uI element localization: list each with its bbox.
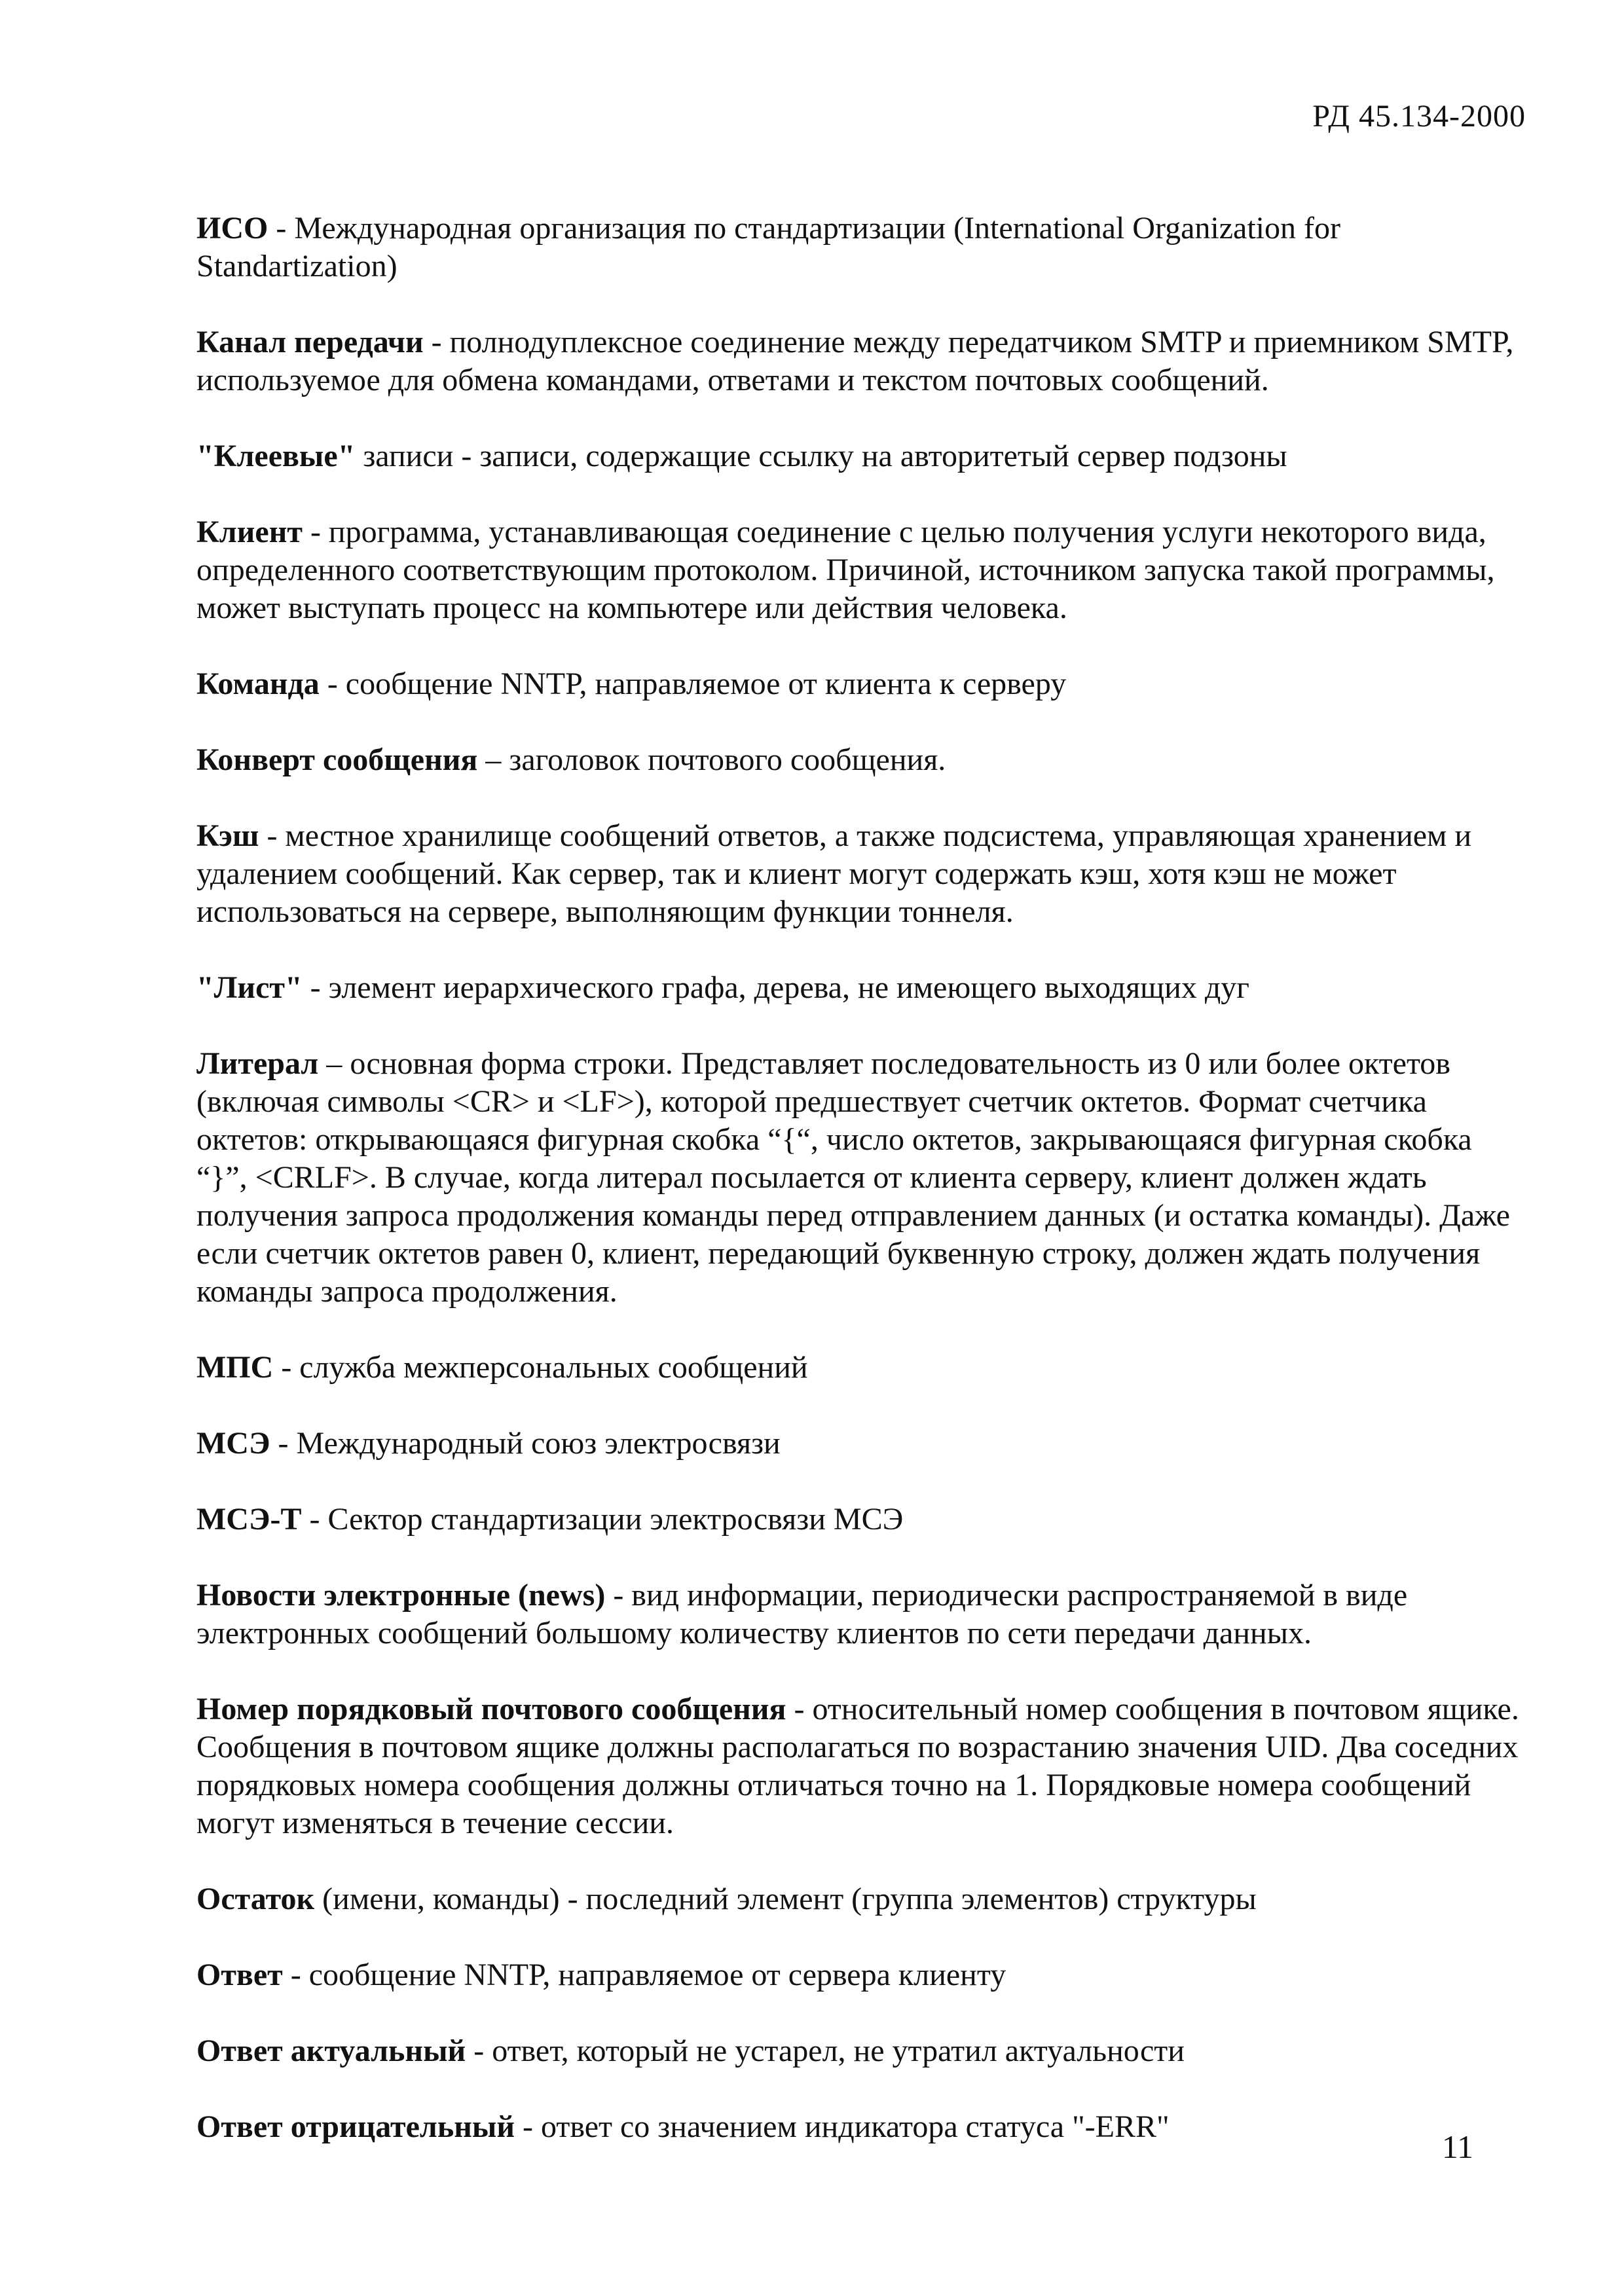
- term-entry: Ответ отрицательный - ответ со значением индикатора статуса "-ERR": [196, 2109, 1170, 2144]
- term-entry: ИСО - Международная организация по стандартизации (International Organization for Standartization): [196, 211, 1340, 283]
- term-entry: Команда - сообщение NNTP, направляемое от клиента к серверу: [196, 666, 1067, 701]
- term-definition: программа, устанавливающая соединение с целью получения услуги некоторого вида, определенного соответствующим протоколом. Причиной, источником запуска такой программы, может выступать процесс на компьютере или действия человека.: [196, 515, 1495, 625]
- term-definition: основная форма строки. Представляет последовательность из 0 или более октетов (включая символы <CR> и <LF>), которой предшествует счетчик октетов. Формат счетчика октетов: открывающаяся фигурная скобка “{“, число октетов, закрывающаяся фигурная скобка “}”, <CRLF>. В случае, когда литерал посылается от клиента серверу, клиент должен ждать получения запроса продолжения команды перед отправлением данных (и остатка команды). Даже если счетчик октетов равен 0, клиент, передающий буквенную строку, должен ждать получения команды запроса продолжения.: [196, 1046, 1510, 1309]
- term-entry: [196, 437, 1519, 475]
- term-definition: заголовок почтового сообщения.: [509, 742, 946, 777]
- term-entry: Ответ - сообщение NNTP, направляемое от сервера клиенту: [196, 1958, 1006, 1992]
- terms-list: [196, 210, 1519, 2184]
- term-definition: ответ со значением индикатора статуса "-ERR": [540, 2109, 1170, 2144]
- term-entry: Клиент - программа, устанавливающая соединение с целью получения услуги некоторого вида, определенного соответствующим протоколом. Причиной, источником запуска такой программы, может выступать процесс на компьютере или действия человека.: [196, 515, 1495, 625]
- term-name: Ответ актуальный: [196, 2033, 466, 2068]
- term-definition: служба межперсональных сообщений: [299, 1350, 808, 1385]
- term-entry: Ответ актуальный - ответ, который не устарел, не утратил актуальности: [196, 2033, 1185, 2068]
- term-name: Конверт сообщения: [196, 742, 478, 777]
- term-name: "Лист": [196, 970, 303, 1005]
- term-name: Команда: [196, 666, 320, 701]
- term-definition: ответ, который не устарел, не утратил актуальности: [492, 2033, 1185, 2068]
- term-definition: вид информации, периодически распространяемой в виде электронных сообщений большому количеству клиентов по сети передачи данных.: [196, 1578, 1408, 1650]
- term-name: МСЭ-Т: [196, 1502, 302, 1537]
- term-definition: сообщение NNTP, направляемое от клиента к серверу: [345, 666, 1067, 701]
- term-name: Новости электронные (news): [196, 1578, 606, 1613]
- term-entry: "Лист" - элемент иерархического графа, дерева, не имеющего выходящих дуг: [196, 970, 1249, 1005]
- term-name: Кэш: [196, 818, 259, 853]
- term-definition: Международный союз электросвязи: [296, 1426, 781, 1461]
- term-name: ИСО: [196, 211, 268, 246]
- term-definition: сообщение NNTP, направляемое от сервера клиенту: [308, 1958, 1006, 1992]
- term-definition: элемент иерархического графа, дерева, не имеющего выходящих дуг: [328, 970, 1249, 1005]
- term-entry: Кэш - местное хранилище сообщений ответов, а также подсистема, управляющая хранением и удалением сообщений. Как сервер, так и клиент могут содержать кэш, хотя кэш не может использоваться на сервере, выполняющим функции тоннеля.: [196, 818, 1472, 929]
- term-definition: относительный номер сообщения в почтовом ящике. Сообщения в почтовом ящике должны располагаться по возрастанию значения UID. Два соседних порядковых номера сообщения должны отличаться точно на 1. Порядковые номера сообщений могут изменяться в течение сессии.: [196, 1692, 1519, 1840]
- term-name: Ответ отрицательный: [196, 2109, 515, 2144]
- document-code: РД 45.134-2000: [1312, 99, 1526, 134]
- term-entry: МПС - служба межперсональных сообщений: [196, 1350, 808, 1385]
- term-name: МПС: [196, 1350, 274, 1385]
- term-name: Ответ: [196, 1958, 283, 1992]
- term-definition: Международная организация по стандартизации (International Organization for Standartization): [196, 211, 1340, 283]
- term-definition: местное хранилище сообщений ответов, а также подсистема, управляющая хранением и удалением сообщений. Как сервер, так и клиент могут содержать кэш, хотя кэш не может использоваться на сервере, выполняющим функции тоннеля.: [196, 818, 1472, 929]
- term-definition: (имени, команды) - последний элемент (группа элементов) структуры: [322, 1882, 1257, 1916]
- term-entry: Новости электронные (news) - вид информации, периодически распространяемой в виде электронных сообщений большому количеству клиентов по сети передачи данных.: [196, 1578, 1408, 1650]
- term-entry: Номер порядковый почтового сообщения - относительный номер сообщения в почтовом ящике. Сообщения в почтовом ящике должны располагаться по возрастанию значения UID. Два соседних порядковых номера сообщения должны отличаться точно на 1. Порядковые номера сообщений могут изменяться в течение сессии.: [196, 1692, 1519, 1840]
- term-definition: записи - записи, содержащие ссылку на авторитетый сервер подзоны: [363, 439, 1287, 473]
- term-entry: Канал передачи - полнодуплексное соединение между передатчиком SMTP и приемником SMTP, используемое для обмена командами, ответами и текстом почтовых сообщений.: [196, 325, 1514, 397]
- term-name: МСЭ: [196, 1426, 270, 1461]
- term-name: Литерал: [196, 1046, 319, 1081]
- term-name: Канал передачи: [196, 325, 424, 359]
- term-entry: Литерал – основная форма строки. Представляет последовательность из 0 или более октетов (включая символы <CR> и <LF>), которой предшествует счетчик октетов. Формат счетчика октетов: открывающаяся фигурная скобка “{“, число октетов, закрывающаяся фигурная скобка “}”, <CRLF>. В случае, когда литерал посылается от клиента серверу, клиент должен ждать получения запроса продолжения команды перед отправлением данных (и остатка команды). Даже если счетчик октетов равен 0, клиент, передающий буквенную строку, должен ждать получения команды запроса продолжения.: [196, 1046, 1510, 1309]
- term-name: Клиент: [196, 515, 303, 549]
- term-entry: МСЭ - Международный союз электросвязи: [196, 1426, 781, 1461]
- page-number: 11: [1441, 2128, 1473, 2165]
- term-entry: МСЭ-Т - Сектор стандартизации электросвязи МСЭ: [196, 1502, 904, 1537]
- term-name: Остаток: [196, 1882, 315, 1916]
- term-name: Номер порядковый почтового сообщения: [196, 1692, 786, 1726]
- term-entry: Конверт сообщения – заголовок почтового сообщения.: [196, 742, 946, 777]
- term-entry: [196, 1880, 1519, 1918]
- term-name: "Клеевые": [196, 439, 356, 473]
- term-definition: Сектор стандартизации электросвязи МСЭ: [327, 1502, 904, 1537]
- term-definition: полнодуплексное соединение между передатчиком SMTP и приемником SMTP, используемое для обмена командами, ответами и текстом почтовых сообщений.: [196, 325, 1514, 397]
